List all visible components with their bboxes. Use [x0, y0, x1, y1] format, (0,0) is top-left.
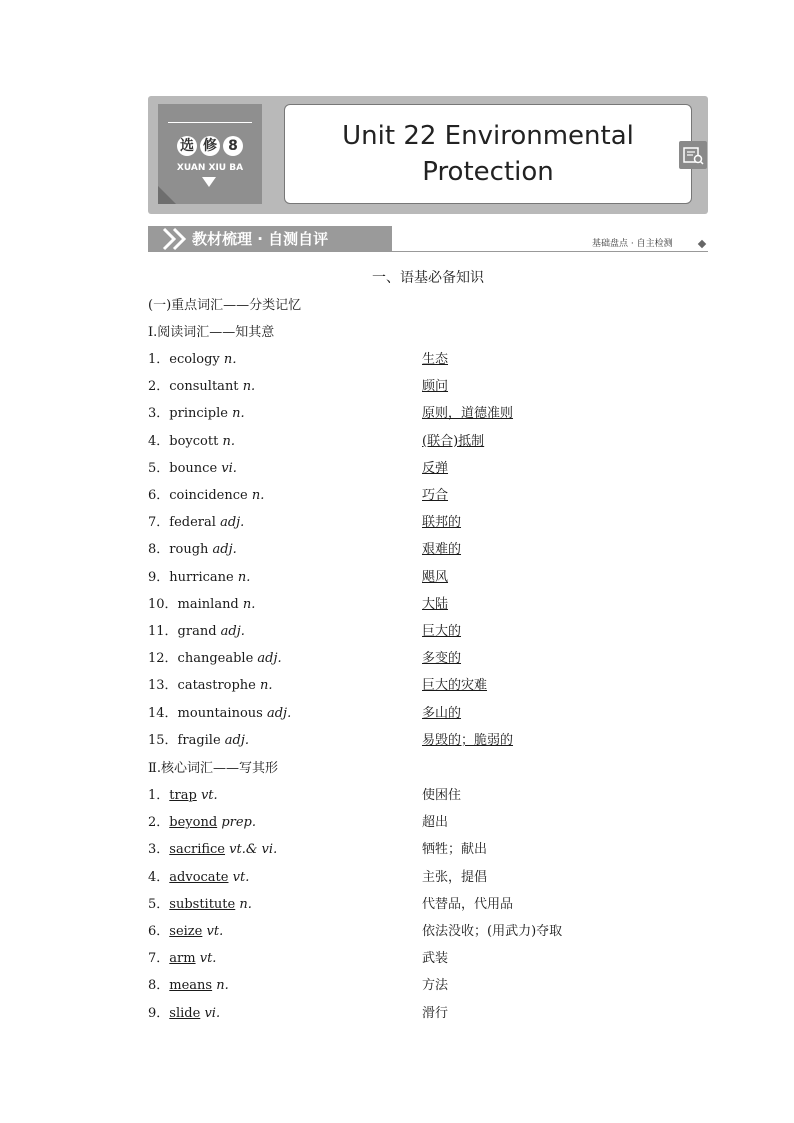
part-of-speech: adj. — [212, 542, 237, 558]
vocab-word: bounce — [169, 460, 218, 476]
vocab-term — [148, 402, 245, 421]
unit-title-line2: Protection — [422, 157, 554, 187]
vocab-row — [148, 430, 708, 450]
badge-char: 8 — [223, 136, 243, 156]
vocab-meaning: 反弹 — [422, 460, 449, 476]
item-number: 9． — [148, 1005, 170, 1021]
vocab-part-title: (一)重点词汇——分类记忆 — [148, 298, 302, 313]
item-number: 10． — [148, 596, 178, 612]
vocab-word: hurricane — [169, 569, 234, 585]
part-of-speech: vi. — [204, 1005, 221, 1021]
vocab-meaning: 超出 — [422, 815, 449, 831]
part-of-speech: n. — [222, 433, 235, 449]
part-of-speech: n. — [239, 896, 252, 912]
part-of-speech: vt.& vi. — [229, 842, 278, 858]
part-of-speech: adj. — [266, 705, 292, 721]
item-number: 15． — [148, 732, 178, 748]
vocab-meaning: 方法 — [422, 978, 449, 994]
vocab-meaning: 联邦的 — [422, 515, 462, 531]
badge-char: 选 — [177, 136, 197, 156]
item-number: 1． — [148, 788, 170, 803]
part-of-speech: n． — [223, 352, 246, 367]
diamond-icon — [698, 240, 706, 248]
vocab-row — [148, 647, 708, 667]
section-subtitle: 基础盘点 · 自主检测 — [592, 239, 673, 249]
vocab-term — [148, 511, 244, 530]
vocab-row — [148, 375, 708, 395]
vocab-term — [148, 620, 245, 639]
item-number: 7． — [148, 951, 170, 967]
vocab-term — [148, 893, 252, 912]
vocab-word: fragile — [177, 732, 221, 748]
unit-title-line1: Unit 22 Environmental — [342, 121, 634, 151]
vocab-row — [148, 620, 708, 640]
part-of-speech: n. — [237, 569, 251, 585]
vocab-row — [148, 729, 708, 749]
item-number: 8． — [148, 542, 170, 558]
vocab-row — [148, 866, 708, 886]
badge-divider-top — [168, 122, 252, 123]
vocab-word: advocate — [169, 869, 229, 885]
item-number: 6． — [148, 924, 170, 939]
vocab-term — [148, 484, 264, 503]
vocab-term — [148, 674, 273, 693]
vocab-row — [148, 566, 708, 586]
vocab-word: principle — [169, 406, 228, 422]
part-of-speech: prep. — [221, 815, 256, 831]
vocab-row — [148, 974, 708, 994]
vocab-meaning: 艰难的 — [422, 542, 462, 558]
vocab-row — [148, 784, 708, 804]
part-of-speech: vt. — [200, 788, 218, 803]
knowledge-heading: 一、语基必备知识 — [372, 270, 484, 286]
vocab-word: consultant — [169, 379, 239, 395]
vocab-term — [148, 866, 249, 885]
book-search-icon — [679, 141, 707, 169]
vocab-word: arm — [169, 951, 196, 967]
vocab-word: federal — [169, 515, 216, 531]
vocab-row — [148, 511, 708, 531]
vocab-word: mountainous — [177, 705, 263, 721]
badge-arrow-icon — [202, 177, 216, 187]
item-number: 1． — [148, 352, 170, 367]
vocab-row — [148, 348, 708, 368]
vocab-meaning: 代替品，代用品 — [422, 896, 514, 912]
vocab-term — [148, 430, 235, 449]
unit-title — [284, 118, 692, 190]
part-of-speech: n. — [242, 596, 256, 612]
item-number: 5． — [148, 896, 170, 912]
vocab-row — [148, 838, 708, 858]
section-title: 教材梳理 · 自测自评 — [192, 230, 329, 248]
part-of-speech: n. — [242, 379, 256, 395]
vocab-row — [148, 811, 708, 831]
vocab-meaning: 牺牲；献出 — [422, 842, 488, 858]
part-of-speech: n. — [232, 406, 245, 422]
item-number: 6． — [148, 488, 170, 503]
vocab-word: grand — [177, 624, 217, 639]
vocab-meaning: 武装 — [422, 951, 449, 967]
vocab-row — [148, 920, 708, 940]
vocab-row — [148, 484, 708, 504]
vocab-row — [148, 538, 708, 558]
part-of-speech: adj. — [257, 651, 282, 667]
part-of-speech: n. — [260, 678, 273, 694]
vocab-word: beyond — [169, 815, 218, 831]
item-number: 7． — [148, 515, 170, 531]
vocab-meaning: 巨大的灾难 — [422, 678, 488, 694]
item-number: 5． — [148, 460, 170, 476]
item-number: 8． — [148, 978, 170, 994]
vocab-row — [148, 893, 708, 913]
vocab-meaning: 依法没收；(用武力)夺取 — [422, 924, 563, 939]
vocab-word: boycott — [169, 433, 219, 449]
vocab-term — [148, 1002, 220, 1021]
vocab-row — [148, 947, 708, 967]
vocab-meaning: 多变的 — [422, 651, 462, 667]
vocab-meaning: 大陆 — [422, 596, 449, 612]
part-of-speech: vi. — [221, 460, 237, 476]
vocab-word: means — [169, 978, 213, 994]
vocab-word: coincidence — [169, 488, 248, 503]
vocab-word: catastrophe — [177, 678, 256, 694]
part-of-speech: vt. — [199, 951, 217, 967]
vocab-meaning: 主张，提倡 — [422, 869, 488, 885]
vocab-word: trap — [169, 788, 197, 803]
vocab-row — [148, 1002, 708, 1022]
badge-char: 修 — [200, 136, 220, 156]
vocab-term — [148, 702, 291, 721]
vocab-word: changeable — [177, 651, 254, 667]
item-number: 11． — [148, 624, 178, 639]
vocab-meaning: 巨大的 — [422, 624, 462, 639]
vocab-word: sacrifice — [169, 842, 226, 858]
vocab-word: ecology — [169, 352, 220, 367]
vocab-row — [148, 402, 708, 422]
item-number: 13． — [148, 678, 178, 694]
vocab-row — [148, 674, 708, 694]
vocab-row — [148, 457, 708, 477]
item-number: 9． — [148, 569, 170, 585]
vocab-term — [148, 348, 245, 367]
vocab-meaning: 生态 — [422, 352, 449, 367]
chevron-right-icon — [160, 227, 190, 251]
vocab-term — [148, 838, 277, 857]
vocab-meaning: 巧合 — [422, 488, 449, 503]
vocab-meaning: 原则，道德准则 — [422, 406, 514, 422]
vocab-meaning: 使困住 — [422, 788, 462, 803]
badge-fold-corner — [158, 186, 176, 204]
vocab-term — [148, 457, 237, 476]
vocab-term — [148, 947, 216, 966]
vocab-meaning: 易毁的；脆弱的 — [422, 732, 514, 748]
vocab-word: substitute — [169, 896, 236, 912]
vocab-term — [148, 593, 255, 612]
vocab-word: seize — [169, 924, 203, 939]
part-of-speech: vt. — [232, 869, 250, 885]
vocab-term — [148, 974, 229, 993]
item-number: 2． — [148, 379, 170, 395]
badge-label — [172, 136, 248, 158]
vocab-term — [148, 729, 249, 748]
part-of-speech: adj. — [220, 515, 245, 531]
vocab-word: rough — [169, 542, 209, 558]
vocab-row — [148, 702, 708, 722]
part-of-speech: n. — [216, 978, 229, 994]
item-number: 2． — [148, 815, 170, 831]
reading-vocab-title: Ⅰ.阅读词汇——知其意 — [148, 325, 275, 340]
item-number: 4． — [148, 869, 170, 885]
vocab-word: mainland — [177, 596, 239, 612]
vocab-term — [148, 566, 250, 585]
section-divider — [148, 251, 708, 252]
part-of-speech: adj. — [220, 624, 245, 639]
vocab-term — [148, 811, 256, 830]
part-of-speech: n. — [251, 488, 265, 503]
vocab-term — [148, 647, 282, 666]
vocab-term — [148, 784, 218, 803]
vocab-meaning: (联合)抵制 — [422, 433, 485, 449]
item-number: 3． — [148, 842, 170, 858]
vocab-word: slide — [169, 1005, 201, 1021]
vocab-meaning: 顾问 — [422, 379, 449, 395]
item-number: 14． — [148, 705, 178, 721]
part-of-speech: adj. — [224, 732, 250, 748]
vocab-meaning: 滑行 — [422, 1005, 449, 1021]
vocab-term — [148, 920, 223, 939]
vocab-row — [148, 593, 708, 613]
vocab-meaning: 多山的 — [422, 705, 462, 721]
vocab-term — [148, 538, 237, 557]
part-of-speech: vt. — [206, 924, 224, 939]
badge-pinyin: XUAN XIU BA — [176, 163, 244, 173]
item-number: 3． — [148, 406, 170, 422]
item-number: 4． — [148, 433, 170, 449]
vocab-term — [148, 375, 255, 394]
vocab-meaning: 飓风 — [422, 569, 449, 585]
core-vocab-title: Ⅱ.核心词汇——写其形 — [148, 761, 278, 776]
item-number: 12． — [148, 651, 178, 667]
